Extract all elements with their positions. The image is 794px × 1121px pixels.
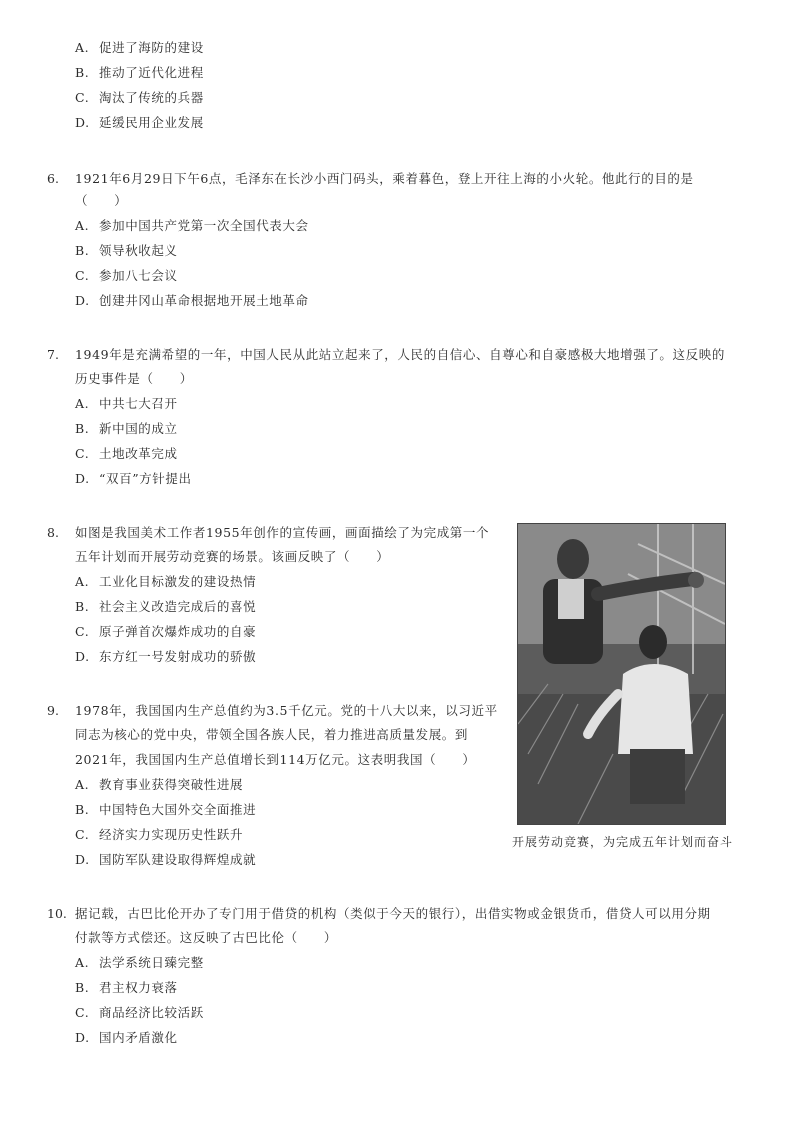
- q5-option-d: D. 延缓民用企业发展: [75, 115, 204, 130]
- q8-option-a: A. 工业化目标激发的建设热情: [75, 574, 257, 589]
- figure-caption: 开展劳动竞赛，为完成五年计划而奋斗: [512, 835, 734, 849]
- q8-option-b: B. 社会主义改造完成后的喜悦: [75, 599, 257, 614]
- q6-option-b: B. 领导秋收起义: [75, 243, 178, 258]
- q5-option-a: A. 促进了海防的建设: [75, 40, 204, 55]
- q9-stem-line-2: 同志为核心的党中央，带领全国各族人民，着力推进高质量发展。到: [75, 727, 469, 742]
- q10-stem-line-2: 付款等方式偿还。这反映了古巴比伦（ ）: [75, 930, 338, 945]
- q9-option-c: C. 经济实力实现历史性跃升: [75, 827, 244, 842]
- q7-stem-line-1: 1949年是充满希望的一年，中国人民从此站立起来了，人民的自信心、自尊心和自豪感极大地增强了。这反映的: [75, 347, 725, 362]
- q6-stem-line-2: （ ）: [75, 193, 128, 208]
- q8-option-c: C. 原子弹首次爆炸成功的自豪: [75, 624, 257, 639]
- q7-option-b: B. 新中国的成立: [75, 421, 178, 436]
- q9-number: 9.: [47, 703, 59, 718]
- q10-option-d: D. 国内矛盾激化: [75, 1030, 178, 1045]
- q7-stem-line-2: 历史事件是（ ）: [75, 371, 193, 386]
- q5-option-c: C. 淘汰了传统的兵器: [75, 90, 204, 105]
- poster-illustration: [518, 524, 725, 824]
- q6-number: 6.: [47, 171, 59, 186]
- q7-option-c: C. 土地改革完成: [75, 446, 178, 461]
- q6-option-c: C. 参加八七会议: [75, 268, 178, 283]
- q9-option-b: B. 中国特色大国外交全面推进: [75, 802, 257, 817]
- q7-option-d: D. “双百”方针提出: [75, 471, 192, 486]
- q7-option-a: A. 中共七大召开: [75, 396, 178, 411]
- q10-stem-line-1: 据记载，古巴比伦开办了专门用于借贷的机构（类似于今天的银行），出借实物或金银货币，借贷人可以用分期: [75, 906, 711, 921]
- q8-stem-line-1: 如图是我国美术工作者1955年创作的宣传画，画面描绘了为完成第一个: [75, 525, 490, 540]
- q8-stem-line-2: 五年计划而开展劳动竞赛的场景。该画反映了（ ）: [75, 549, 390, 564]
- q7-number: 7.: [47, 347, 59, 362]
- q9-stem-line-3: 2021年，我国国内生产总值增长到114万亿元。这表明我国（ ）: [75, 752, 476, 767]
- q9-option-d: D. 国防军队建设取得辉煌成就: [75, 852, 257, 867]
- q9-option-a: A. 教育事业获得突破性进展: [75, 777, 244, 792]
- q6-stem-line-1: 1921年6月29日下午6点，毛泽东在长沙小西门码头，乘着暮色，登上开往上海的小火轮。他此行的目的是: [75, 171, 694, 186]
- propaganda-poster-image: [517, 523, 726, 825]
- q10-option-c: C. 商品经济比较活跃: [75, 1005, 204, 1020]
- q8-option-d: D. 东方红一号发射成功的骄傲: [75, 649, 257, 664]
- q10-option-a: A. 法学系统日臻完整: [75, 955, 204, 970]
- q9-stem-line-1: 1978年，我国国内生产总值约为3.5千亿元。党的十八大以来，以习近平: [75, 703, 498, 718]
- q5-option-b: B. 推动了近代化进程: [75, 65, 204, 80]
- q10-number: 10.: [47, 906, 67, 921]
- q6-option-d: D. 创建井冈山革命根据地开展土地革命: [75, 293, 309, 308]
- q8-number: 8.: [47, 525, 59, 540]
- q10-option-b: B. 君主权力衰落: [75, 980, 178, 995]
- q6-option-a: A. 参加中国共产党第一次全国代表大会: [75, 218, 309, 233]
